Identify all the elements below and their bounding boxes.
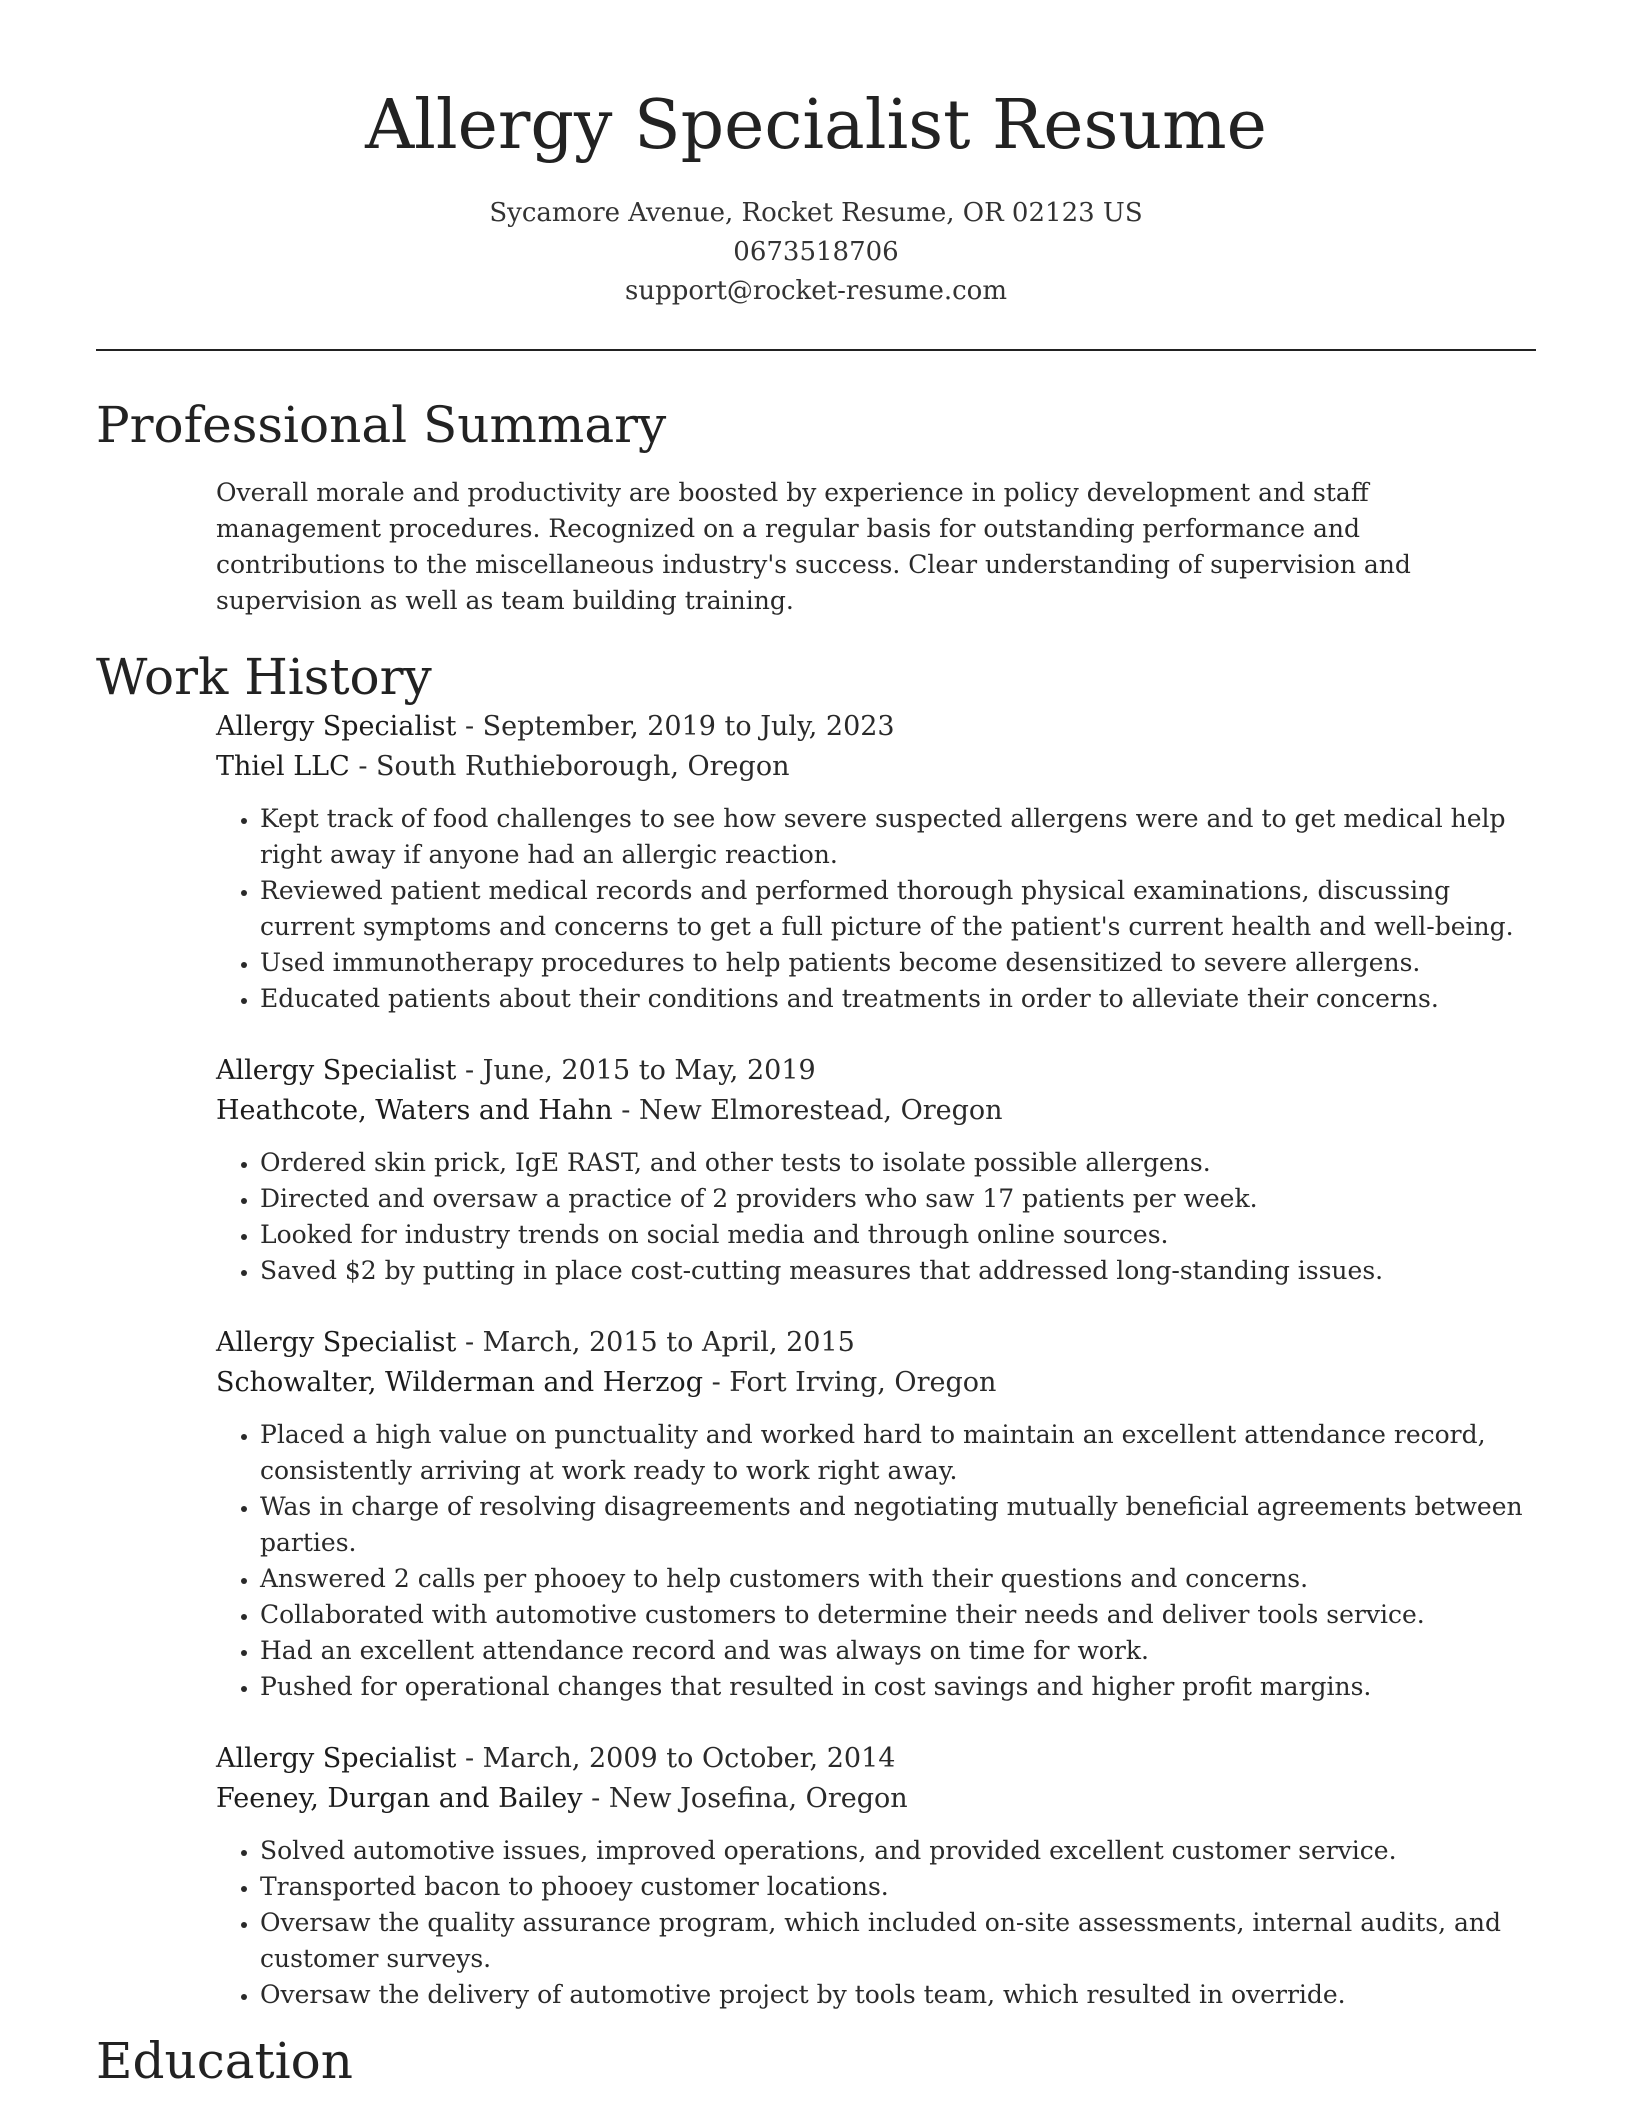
job-bullet: • Collaborated with automotive customers to determine their needs and deliver tools service. <box>260 1597 1536 1633</box>
contact-info <box>96 194 1536 311</box>
resume-title: Allergy Specialist Resume <box>365 86 1267 165</box>
job-bullet: • Used immunotherapy procedures to help patients become desensitized to severe allergens. <box>260 945 1536 981</box>
section-heading-education: Education <box>96 2032 353 2090</box>
job-bullet: • Had an excellent attendance record and was always on time for work. <box>260 1633 1536 1669</box>
job-dates: March, 2009 to October, 2014 <box>482 1743 896 1774</box>
job-bullet-list <box>216 1145 1536 1289</box>
job-bullet: • Solved automotive issues, improved operations, and provided excellent customer service. <box>260 1833 1536 1869</box>
job-bullet: • Placed a high value on punctuality and worked hard to maintain an excellent attendance record, consistently arriving at work ready to work right away. <box>260 1417 1536 1489</box>
job-company-line: Feeney, Durgan and Bailey - New Josefina, Oregon <box>216 1783 908 1814</box>
job-dates: March, 2015 to April, 2015 <box>482 1327 855 1358</box>
job-bullet: • Answered 2 calls per phooey to help customers with their questions and concerns. <box>260 1561 1536 1597</box>
job-bullet-list <box>216 801 1536 1017</box>
job-company: Schowalter, Wilderman and Herzog <box>216 1367 703 1398</box>
job-company-line: Heathcote, Waters and Hahn - New Elmorestead, Oregon <box>216 1095 1003 1126</box>
header-divider <box>96 349 1536 351</box>
job-location: New Josefina, Oregon <box>608 1783 908 1814</box>
job-location: South Ruthieborough, Oregon <box>376 751 790 782</box>
job-entry <box>216 1051 1536 1289</box>
job-title: Allergy Specialist <box>216 711 457 742</box>
job-list <box>96 707 1536 2013</box>
job-company-line: Thiel LLC - South Ruthieborough, Oregon <box>216 751 790 782</box>
job-bullet: • Oversaw the delivery of automotive project by tools team, which resulted in override. <box>260 1977 1536 2013</box>
resume-page <box>96 0 1536 2091</box>
job-bullet: • Reviewed patient medical records and performed thorough physical examinations, discussing current symptoms and concerns to get a full picture of the patient's current health and well-being. <box>260 873 1536 945</box>
job-bullet: • Educated patients about their conditions and treatments in order to alleviate their concerns. <box>260 981 1536 1017</box>
contact-phone: 0673518706 <box>733 237 899 267</box>
job-bullet: • Transported bacon to phooey customer locations. <box>260 1869 1536 1905</box>
job-title: Allergy Specialist <box>216 1327 457 1358</box>
job-location: New Elmorestead, Oregon <box>638 1095 1003 1126</box>
job-bullet: • Pushed for operational changes that resulted in cost savings and higher profit margins. <box>260 1669 1536 1705</box>
job-bullet-list <box>216 1833 1536 2013</box>
job-bullet: • Saved $2 by putting in place cost-cutting measures that addressed long-standing issues. <box>260 1253 1536 1289</box>
professional-summary-section <box>96 395 1536 619</box>
job-company-line: Schowalter, Wilderman and Herzog - Fort Irving, Oregon <box>216 1367 997 1398</box>
work-history-section <box>96 647 1536 2013</box>
contact-address: Sycamore Avenue, Rocket Resume, OR 02123 US <box>489 198 1143 228</box>
job-title-line: Allergy Specialist - September, 2019 to July, 2023 <box>216 711 895 742</box>
job-location: Fort Irving, Oregon <box>729 1367 997 1398</box>
job-title-line: Allergy Specialist - June, 2015 to May, 2019 <box>216 1055 816 1086</box>
education-section <box>96 2031 1536 2091</box>
job-title: Allergy Specialist <box>216 1743 457 1774</box>
job-bullet: • Oversaw the quality assurance program, which included on-site assessments, internal audits, and customer surveys. <box>260 1905 1536 1977</box>
job-bullet: • Was in charge of resolving disagreements and negotiating mutually beneficial agreements between parties. <box>260 1489 1536 1561</box>
job-bullet: • Kept track of food challenges to see how severe suspected allergens were and to get medical help right away if anyone had an allergic reaction. <box>260 801 1536 873</box>
job-company: Thiel LLC <box>216 751 350 782</box>
job-entry <box>216 1739 1536 2013</box>
job-dates: June, 2015 to May, 2019 <box>482 1055 816 1086</box>
job-bullet: • Ordered skin prick, IgE RAST, and other tests to isolate possible allergens. <box>260 1145 1536 1181</box>
job-title-line: Allergy Specialist - March, 2009 to October, 2014 <box>216 1743 896 1774</box>
job-company: Feeney, Durgan and Bailey <box>216 1783 583 1814</box>
section-heading-work-history: Work History <box>96 648 432 706</box>
job-entry <box>216 1323 1536 1705</box>
job-entry <box>216 707 1536 1017</box>
job-dates: September, 2019 to July, 2023 <box>482 711 895 742</box>
job-bullet-list <box>216 1417 1536 1705</box>
job-title: Allergy Specialist <box>216 1055 457 1086</box>
job-bullet: • Directed and oversaw a practice of 2 providers who saw 17 patients per week. <box>260 1181 1536 1217</box>
contact-email: support@rocket-resume.com <box>624 276 1007 306</box>
section-heading-summary: Professional Summary <box>96 396 667 454</box>
resume-header <box>96 0 1536 311</box>
summary-text: Overall morale and productivity are boosted by experience in policy development and staff management procedures. Recognized on a regular basis for outstanding performance and contributions to the miscellaneous industry's success. Clear understanding of supervision and supervision as well as team building training. <box>216 478 1411 615</box>
job-bullet: • Looked for industry trends on social media and through online sources. <box>260 1217 1536 1253</box>
job-title-line: Allergy Specialist - March, 2015 to April, 2015 <box>216 1327 855 1358</box>
job-company: Heathcote, Waters and Hahn <box>216 1095 613 1126</box>
